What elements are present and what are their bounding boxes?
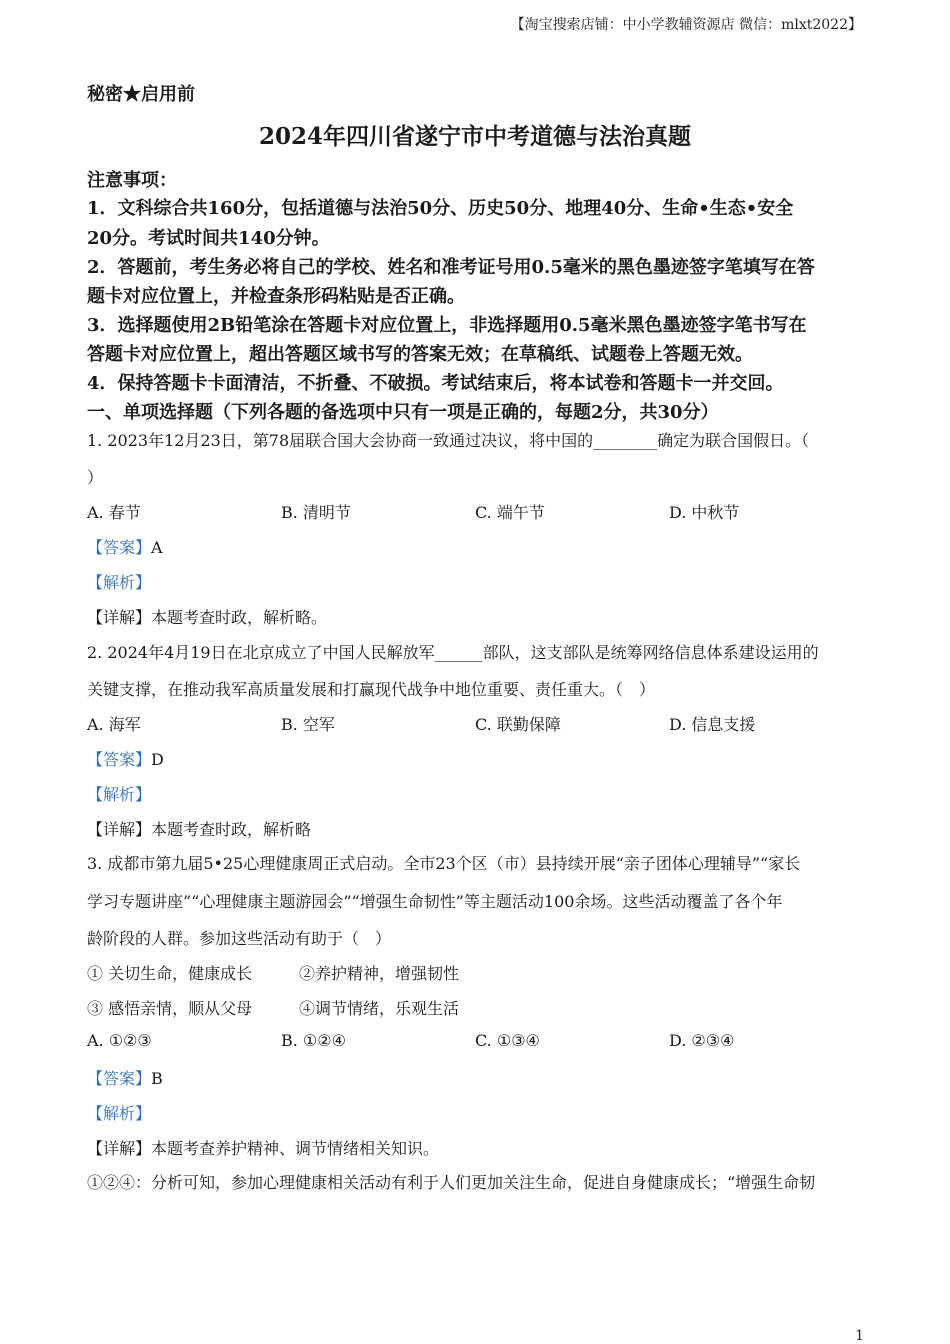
section-heading: 一、单项选择题（下列各题的备选项中只有一项是正确的，每题2分，共30分） — [87, 402, 719, 423]
answer-value: B — [151, 1069, 163, 1088]
question-3-item-1: ① 关切生命，健康成长 — [87, 964, 253, 983]
question-3-item-3: ③ 感悟亲情，顺从父母 — [87, 999, 253, 1018]
question-3-stem: 学习专题讲座”“心理健康主题游园会”“增强生命韧性”等主题活动100余场。这些活动覆盖了各个年 — [87, 892, 783, 911]
question-3-detail — [87, 1136, 439, 1159]
question-3-option-b: B. ①②④ — [281, 1031, 346, 1050]
detail-text: 本题考查时政，解析略。 — [151, 608, 328, 627]
question-1-option-d: D. 中秋节 — [669, 503, 740, 522]
answer-label: 【答案】 — [87, 538, 152, 557]
question-3-option-d: D. ②③④ — [669, 1031, 735, 1050]
question-3-item-2: ②养护精神，增强韧性 — [299, 964, 460, 983]
question-3-stem: 3. 成都市第九届5•25心理健康周正式启动。全市23个区（市）县持续开展“亲子团体心理辅导”“家长 — [87, 854, 801, 873]
question-2-option-d: D. 信息支援 — [669, 715, 756, 734]
page-title: 2024年四川省遂宁市中考道德与法治真题 — [258, 123, 691, 150]
header-note: 【淘宝搜索店铺：中小学教辅资源店 微信：mlxt2022】 — [510, 17, 862, 33]
question-3-stem: 龄阶段的人群。参加这些活动有助于（ ） — [87, 929, 392, 948]
notice-heading: 注意事项： — [87, 170, 177, 191]
question-3-option-a: A. ①②③ — [87, 1031, 152, 1050]
question-1-stem: ） — [87, 468, 104, 487]
secret-label: 秘密★启用前 — [87, 84, 195, 105]
notice-line: 题卡对应位置上，并检查条形码粘贴是否正确。 — [87, 286, 465, 307]
notice-line: 2．答题前，考生务必将自己的学校、姓名和准考证号用0.5毫米的黑色墨迹签字笔填写在答 — [87, 257, 815, 278]
question-2-detail — [87, 817, 311, 840]
question-2-answer — [87, 747, 164, 770]
detail-label: 【详解】 — [87, 820, 152, 839]
notice-line: 20分。考试时间共140分钟。 — [87, 228, 330, 249]
question-2-stem: 关键支撑，在推动我军高质量发展和打赢现代战争中地位重要、责任重大。（ ） — [87, 680, 656, 699]
question-1-analysis-label: 【解析】 — [87, 573, 152, 592]
question-3-extra: ①②④：分析可知，参加心理健康相关活动有利于人们更加关注生命，促进自身健康成长；“增强生命韧 — [87, 1173, 816, 1192]
question-3-analysis-label: 【解析】 — [87, 1104, 152, 1123]
detail-text: 本题考查时政，解析略 — [151, 820, 312, 839]
notice-line: 3．选择题使用2B铅笔涂在答题卡对应位置上，非选择题用0.5毫米黑色墨迹签字笔书写在 — [87, 315, 807, 336]
question-1-stem: 1. 2023年12月23日，第78届联合国大会协商一致通过决议，将中国的________确定为联合国假日。（ — [87, 431, 810, 450]
question-2-stem: 2. 2024年4月19日在北京成立了中国人民解放军______部队，这支部队是统筹网络信息体系建设运用的 — [87, 643, 819, 662]
question-2-option-a: A. 海军 — [87, 715, 141, 734]
question-3-option-c: C. ①③④ — [475, 1031, 540, 1050]
detail-label: 【详解】 — [87, 1139, 152, 1158]
answer-value: A — [151, 538, 163, 557]
question-1-option-c: C. 端午节 — [475, 503, 545, 522]
detail-text: 本题考查养护精神、调节情绪相关知识。 — [151, 1139, 440, 1158]
notice-line: 答题卡对应位置上，超出答题区域书写的答案无效；在草稿纸、试题卷上答题无效。 — [87, 344, 753, 365]
question-1-option-b: B. 清明节 — [281, 503, 351, 522]
question-3-answer — [87, 1066, 163, 1089]
page-number: 1 — [855, 1328, 864, 1344]
question-2-option-b: B. 空军 — [281, 715, 335, 734]
notice-line: 4．保持答题卡卡面清洁，不折叠、不破损。考试结束后，将本试卷和答题卡一并交回。 — [87, 373, 784, 394]
detail-label: 【详解】 — [87, 608, 152, 627]
question-1-detail — [87, 605, 327, 628]
question-3-item-4: ④调节情绪，乐观生活 — [299, 999, 460, 1018]
question-2-option-c: C. 联勤保障 — [475, 715, 561, 734]
answer-value: D — [151, 750, 164, 769]
answer-label: 【答案】 — [87, 1069, 152, 1088]
answer-label: 【答案】 — [87, 750, 152, 769]
question-2-analysis-label: 【解析】 — [87, 785, 152, 804]
question-1-answer — [87, 535, 163, 558]
question-1-option-a: A. 春节 — [87, 503, 141, 522]
notice-line: 1．文科综合共160分，包括道德与法治50分、历史50分、地理40分、生命•生态•安全 — [87, 198, 794, 219]
